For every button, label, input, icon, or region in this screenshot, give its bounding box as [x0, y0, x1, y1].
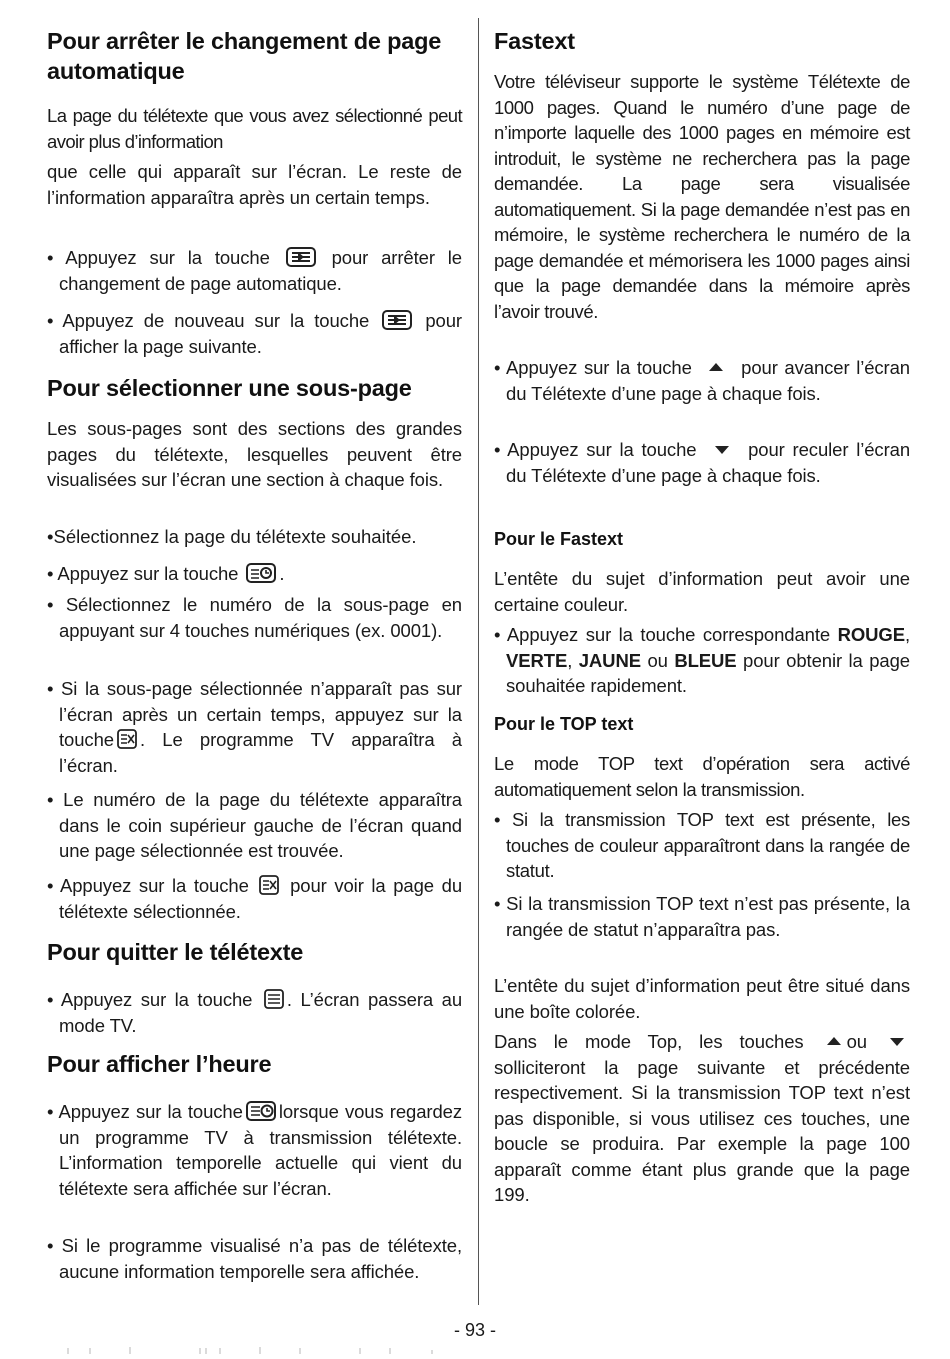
heading-for-fastext: Pour le Fastext: [494, 529, 624, 549]
list-item: [494, 355, 910, 406]
up-arrow-icon: [701, 357, 731, 377]
list-item-text: pour voir la page du télétexte sélectionnée.: [59, 875, 463, 922]
list-item: • Sélectionnez le numéro de la sous-page en appuyant sur 4 touches numériques (ex. 0001).: [47, 594, 462, 641]
paragraph-text: ou: [846, 1031, 867, 1052]
paragraph-text: solliciteront la page suivante et précédente respectivement. Si la transmission TOP text n’est pas disponible, si vous utilisez ces touches, une boucle se produira. Par exemple la page 100 apparaît comme étant plus grande que la page 199.: [494, 1056, 910, 1205]
list-item: [47, 987, 462, 1038]
list-item-text: • Appuyez sur la touche: [47, 563, 239, 584]
list-item-text: pour reculer l’écran du Télétexte d’une page à chaque fois.: [506, 439, 911, 486]
list-item: [47, 308, 462, 359]
paragraph: L’entête du sujet d’information peut avoir une certaine couleur.: [494, 568, 910, 615]
paragraph: Les sous-pages sont des sections des grandes pages du télétexte, lesquelles peuvent être visualisées sur l’écran une section à chaque fois.: [47, 418, 462, 490]
hold-icon: [382, 310, 412, 330]
up-arrow-icon: [824, 1031, 844, 1051]
list-item: [494, 437, 910, 488]
list-item-text: • Appuyez sur la touche: [494, 439, 697, 460]
down-arrow-icon: [887, 1031, 907, 1051]
page-number: - 93 -: [453, 1320, 496, 1340]
column-divider: [478, 18, 479, 1305]
list-item: [47, 873, 462, 924]
paragraph: L’entête du sujet d’information peut être situé dans une boîte colorée.: [494, 975, 910, 1022]
heading-quit-teletext: Pour quitter le télétexte: [47, 939, 304, 965]
list-item-text: pour obtenir la page souhaitée rapidement.: [506, 649, 910, 696]
list-item: [494, 622, 910, 699]
reveal-tv-icon: [117, 729, 137, 749]
list-item-text: • Si la sous-page sélectionnée n’apparaît pas sur l’écran après un certain temps, appuyez sur la touche: [47, 678, 462, 750]
list-item-text: • Appuyez de nouveau sur la touche: [47, 310, 370, 331]
teletext-exit-icon: [264, 989, 284, 1009]
paragraph: Le mode TOP text d’opération sera activé automatiquement selon la transmission.: [494, 753, 910, 800]
paragraph: que celle qui apparaît sur l’écran. Le reste de l’information apparaîtra après un certain temps.: [47, 161, 462, 208]
paragraph: [494, 1029, 910, 1208]
scan-artifacts: [60, 1346, 460, 1356]
color-green-label: VERTE: [506, 649, 568, 671]
reveal-tv-icon: [259, 875, 279, 895]
paragraph: La page du télétexte que vous avez sélectionné peut avoir plus d’information: [47, 105, 462, 152]
list-item-text: . Le programme TV apparaîtra à l’écran.: [59, 729, 462, 776]
list-item-text: • Appuyez sur la touche correspondante: [494, 624, 831, 645]
list-item: • Si la transmission TOP text est présente, les touches de couleur apparaîtront dans la rangée de statut.: [494, 809, 910, 881]
list-item-text: • Appuyez sur la touche: [47, 1101, 243, 1122]
list-item: • Le numéro de la page du télétexte apparaîtra dans le coin supérieur gauche de l’écran quand une page sélectionnée est trouvée.: [47, 789, 462, 861]
subpage-icon: [246, 563, 276, 583]
list-item-text: • Appuyez sur la touche: [494, 357, 692, 378]
down-arrow-icon: [707, 439, 737, 459]
list-item-text: • Appuyez sur la touche: [47, 875, 249, 896]
separator: ,: [567, 649, 573, 671]
list-item-text: .: [279, 563, 285, 584]
heading-stop-auto-page: Pour arrêter le changement de page automatique: [47, 28, 442, 84]
heading-fastext: Fastext: [494, 28, 575, 54]
list-item: [47, 245, 462, 296]
hold-icon: [286, 247, 316, 267]
list-item-text: • Appuyez sur la touche: [47, 247, 270, 268]
heading-top-text: Pour le TOP text: [494, 714, 634, 734]
list-item-text: pour arrêter le changement de page automatique.: [59, 247, 462, 294]
paragraph-text: Dans le mode Top, les touches: [494, 1031, 804, 1052]
list-item-text: pour afficher la page suivante.: [59, 310, 462, 357]
time-icon: [246, 1101, 276, 1121]
list-item: [47, 561, 462, 587]
color-yellow-label: JAUNE: [578, 649, 641, 671]
separator: ,: [904, 624, 910, 645]
list-item: [47, 676, 462, 778]
list-item-text: pour avancer l’écran du Télétexte d’une page à chaque fois.: [506, 357, 910, 404]
heading-select-subpage: Pour sélectionner une sous-page: [47, 375, 412, 401]
list-item: [47, 1099, 462, 1201]
separator: ou: [647, 649, 668, 671]
list-item: • Si la transmission TOP text n’est pas présente, la rangée de statut n’apparaîtra pas.: [494, 893, 910, 940]
list-item-text: lorsque vous regardez un programme TV à transmission télétexte. L’information temporelle actuelle qui vient du télétexte sera affichée sur l’écran.: [59, 1101, 462, 1199]
list-item-text: • Appuyez sur la touche: [47, 989, 253, 1010]
list-item: • Si le programme visualisé n’a pas de télétexte, aucune information temporelle sera affichée.: [47, 1235, 462, 1282]
list-item-text: . L’écran passera au mode TV.: [59, 989, 463, 1036]
color-red-label: ROUGE: [837, 624, 905, 645]
heading-display-time: Pour afficher l’heure: [47, 1051, 272, 1077]
color-blue-label: BLEUE: [674, 649, 737, 671]
list-item: •Sélectionnez la page du télétexte souhaitée.: [47, 526, 417, 547]
paragraph: Votre téléviseur supporte le système Télétexte de 1000 pages. Quand le numéro d’une page de n’importe laquelle des 1000 pages en mémoire est introduit, le système ne recherchera pas la page demandée. La page sera visualisée automatiquement. Si la page demandée n’est pas en mémoire, le système recherchera le numéro de la page demandée et mémorisera les 1000 pages ainsi que la page demandée dans la mémoire après l’avoir trouvé.: [494, 71, 910, 322]
